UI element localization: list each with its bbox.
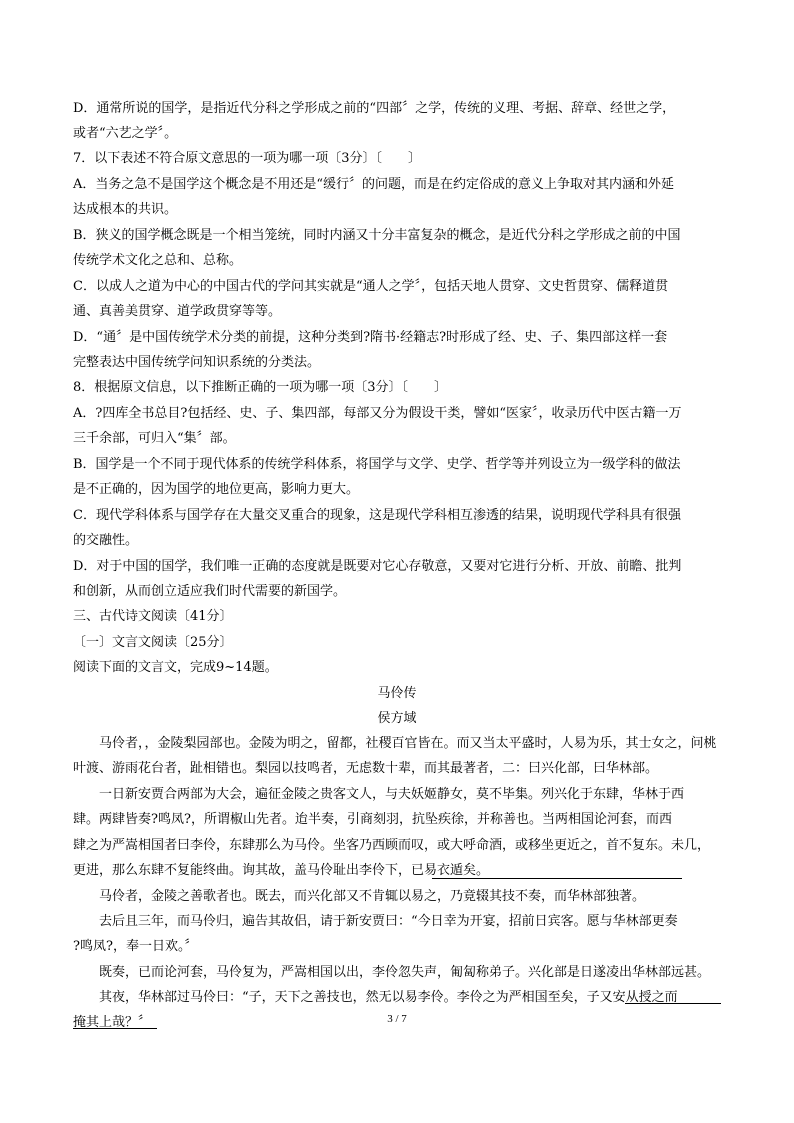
body-line: 肆之为严嵩相国者曰李伶，东肆那么为马伶。坐客乃西顾而叹，或大呼命酒，或移坐更近之，首不复东。未几，	[73, 838, 711, 853]
q8-option-a-line-2: 三千余部，可归入“集〞部。	[73, 431, 236, 446]
q6-option-d-line-1: D．通常所说的国学，是指近代分科之学形成之前的“四部〞之学，传统的义理、考据、辞章、经世之学，	[73, 101, 676, 116]
body-line: 去后且三年，而马伶归，遍告其故侣，请于新安贾曰：“今日幸为开宴，招前日宾客。愿与华林部更奏	[99, 914, 678, 929]
q8-option-d-line-1: D．对于中国的国学，我们唯一正确的态度就是既要对它心存敬意，又要对它进行分析、开放、前瞻、批判	[73, 559, 682, 574]
q8-option-a-line-1: A．?四库全书总目?包括经、史、子、集四部，每部又分为假设干类，譬如“医家〞，收录历代中医古籍一万	[73, 406, 682, 421]
body-line: 叶渡、游雨花台者，趾相错也。梨园以技鸣者，无虑数十辈，而其最著者，二：曰兴化部，曰华林部。	[73, 761, 659, 776]
q7-option-b-line-1: B．狭义的国学概念既是一个相当笼统，同时内涵又十分丰富复杂的概念，是近代分科之学形成之前的中国	[73, 228, 681, 243]
underline-mark	[625, 1003, 721, 1004]
body-line: 更进，那么东肆不复能终曲。询其故，盖马伶耻出李伶下，已易衣遁矣。	[73, 863, 490, 878]
page-number: 3 / 7	[387, 1013, 407, 1025]
reading-instruction: 阅读下面的文言文，完成9~14题。	[73, 660, 278, 675]
q7-option-d-line-1: D．“通〞是中国传统学术分类的前提，这种分类到?隋书·经籍志?时形成了经、史、子、集四部这样一套	[73, 330, 668, 345]
question-8-stem: 8．根据原文信息，以下推断正确的一项为哪一项〔3分〕〔 〕	[73, 380, 448, 395]
q7-option-a-line-1: A．当务之急不是国学这个概念是不用还是“缓行〞的问题，而是在约定俗成的意义上争取对其内涵和外延	[73, 177, 675, 192]
q8-option-b-line-1: B．国学是一个不同于现代体系的传统学科体系，将国学与文学、史学、哲学等并列设立为一级学科的做法	[73, 457, 681, 472]
q7-option-c-line-2: 通、真善美贯穿、道学政贯穿等等。	[73, 304, 282, 319]
body-line: 一日新安贾合两部为大会，遍征金陵之贵客文人，与夫妖姬静女，莫不毕集。列兴化于东肆，华林于西	[99, 787, 685, 802]
q6-option-d-line-2: 或者“六艺之学〞。	[73, 126, 178, 141]
underline-mark	[432, 878, 682, 879]
body-line: 既奏，已而论河套，马伶复为，严嵩相国以出，李伶忽失声，匍匐称弟子。兴化部是日遂凌出华林部远甚。	[99, 965, 711, 980]
q8-option-c-line-1: C．现代学科体系与国学存在大量交叉重合的现象，这是现代学科相互渗透的结果，说明现代学科具有很强	[73, 508, 681, 523]
q7-option-c-line-1: C．以成人之道为中心的中国古代的学问其实就是“通人之学〞，包括天地人贯穿、文史哲贯穿、儒释道贯	[73, 279, 669, 294]
section-heading: 三、古代诗文阅读〔41分〕	[73, 609, 233, 624]
q7-option-d-line-2: 完整表达中国传统学问知识系统的分类法。	[73, 355, 321, 370]
body-line: ?鸣凤?，奉一日欢。〞	[73, 939, 198, 954]
article-author: 侯方域	[377, 711, 417, 726]
body-line: 其夜，华林部过马伶曰：“子，天下之善技也，然无以易李伶。李伶之为严相国至矣，子又安从授之而	[99, 990, 678, 1005]
underline-mark	[73, 1028, 157, 1029]
question-7-stem: 7．以下表述不符合原文意思的一项为哪一项〔3分〕〔 〕	[73, 151, 422, 166]
q7-option-b-line-2: 传统学术文化之总和、总称。	[73, 253, 243, 268]
q8-option-c-line-2: 的交融性。	[73, 533, 139, 548]
body-line: 掩其上哉？〞	[73, 1015, 152, 1030]
q7-option-a-line-2: 达成根本的共识。	[73, 202, 178, 217]
article-title: 马伶传	[377, 686, 417, 701]
body-line: 肆。两肆皆奏?鸣凤?，所谓椒山先者。迨半奏，引商刻羽，抗坠疾徐，并称善也。当两相国论河套，而西	[73, 812, 672, 827]
q8-option-b-line-2: 是不正确的，因为国学的地位更高，影响力更大。	[73, 482, 360, 497]
subsection-heading: 〔一〕文言文阅读〔25分〕	[73, 635, 233, 650]
q8-option-d-line-2: 和创新，从而创立适应我们时代需要的新国学。	[73, 584, 347, 599]
body-line: 马伶者，，金陵梨园部也。金陵为明之，留都，社稷百官皆在。而又当太平盛时，人易为乐，其士女之，问桃	[99, 736, 717, 751]
body-line: 马伶者，金陵之善歌者也。既去，而兴化部又不肯辄以易之，乃竟辍其技不奏，而华林部独著。	[99, 889, 646, 904]
